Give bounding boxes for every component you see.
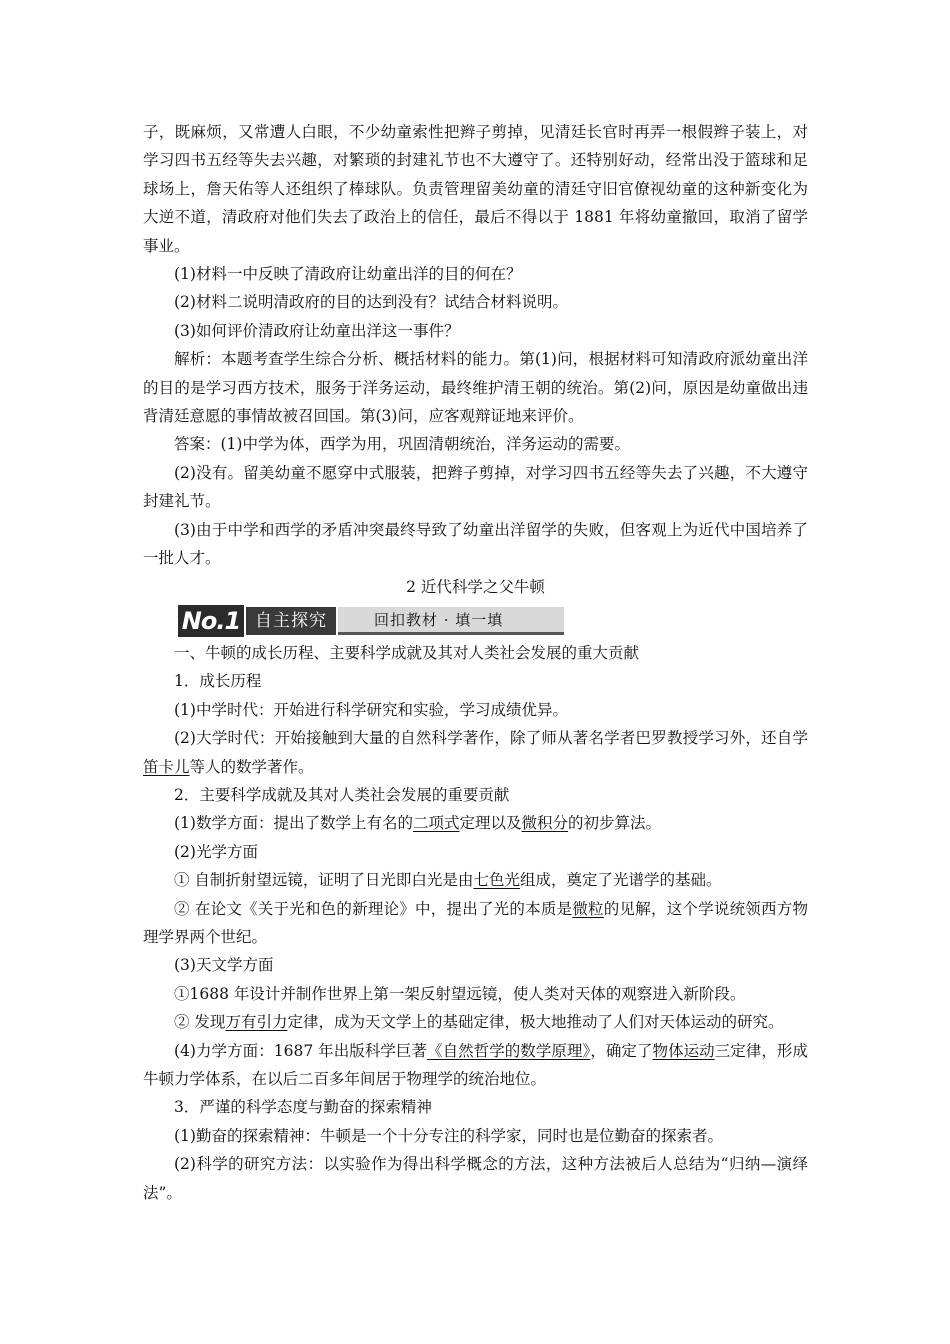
blank-answer: 微积分 [521, 814, 569, 833]
spirit-item-2: (2)科学的研究方法：以实验作为得出科学概念的方法，这种方法被后人总结为“归纳—演绎法”。 [143, 1155, 808, 1202]
blank-answer: 微粒 [572, 899, 604, 918]
growth-item-2 [143, 724, 808, 781]
document-page [143, 118, 808, 1207]
question-1: (1)材料一中反映了清政府让幼童出洋的目的何在？ [174, 265, 522, 284]
blank-answer: 万有引力 [225, 1013, 288, 1032]
text-run: 三定律，形成牛顿力学体系，在以后二百多年间居于物理学的统治地位。 [143, 1041, 808, 1088]
blank-answer: 七色光 [473, 871, 520, 890]
blank-answer: 二项式 [412, 814, 460, 833]
blank-answer: 笛卡儿 [143, 757, 190, 776]
text-run: (1)数学方面：提出了数学上有名的 [174, 814, 413, 833]
mechanics-item [143, 1037, 808, 1094]
banner-subtitle-bar [338, 607, 564, 635]
question-2: (2)材料二说明清政府的目的达到没有？试结合材料说明。 [174, 293, 568, 312]
optics-item-1 [143, 866, 808, 894]
heading-growth: 1．成长历程 [174, 672, 262, 691]
optics-heading: (2)光学方面 [174, 842, 258, 861]
text-run: ，确定了 [590, 1041, 653, 1060]
heading-1: 一、牛顿的成长历程、主要科学成就及其对人类社会发展的重大贡献 [174, 643, 640, 662]
text-run: (2)大学时代：开始接触到大量的自然科学著作，除了师从著名学者巴罗教授学习外，还自学 [174, 729, 808, 748]
banner-subtitle: 回扣教材 · 填一填 [374, 610, 504, 629]
answer-2: (2)没有。留美幼童不愿穿中式服装，把辫子剪掉，对学习四书五经等失去了兴趣，不大遵守封建礼节。 [143, 463, 808, 511]
heading-spirit: 3．严谨的科学态度与勤奋的探索精神 [174, 1098, 432, 1117]
text-run: ② 发现 [174, 1013, 226, 1032]
banner-number: No.1 [178, 605, 244, 637]
answer-3: (3)由于中学和西学的矛盾冲突最终导致了幼童出洋留学的失败，但客观上为近代中国培养了一批人才。 [143, 520, 808, 568]
optics-item-2 [143, 895, 808, 952]
text-run: 的初步算法。 [568, 814, 662, 833]
section-title: 2 近代科学之父牛顿 [406, 577, 545, 596]
section-banner [178, 605, 564, 637]
math-item [143, 809, 808, 837]
text-run: 定理以及 [459, 814, 522, 833]
banner-tag: 自主探究 [246, 607, 336, 635]
spirit-item-1: (1)勤奋的探索精神：牛顿是一个十分专注的科学家，同时也是位勤奋的探索者。 [174, 1126, 723, 1145]
answer-1: 答案：(1)中学为体，西学为用，巩固清朝统治，洋务运动的需要。 [174, 435, 630, 454]
text-run: 组成，奠定了光谱学的基础。 [519, 871, 722, 890]
text-run: (4)力学方面：1687 年出版科学巨著 [174, 1041, 428, 1060]
text-run: 定律，成为天文学上的基础定律，极大地推动了人们对天体运动的研究。 [287, 1013, 784, 1032]
astronomy-heading: (3)天文学方面 [174, 956, 274, 975]
blank-answer: 物体运动 [652, 1041, 715, 1060]
heading-achievements: 2．主要科学成就及其对人类社会发展的重要贡献 [174, 785, 510, 804]
analysis-paragraph: 解析：本题考查学生综合分析、概括材料的能力。第(1)问，根据材料可知清政府派幼童出洋的目的是学习西方技术，服务于洋务运动，最终维护清王朝的统治。第(2)问，原因是幼童做出违背清廷意愿的事情故被召回国。第(3)问，应客观辩证地来评价。 [143, 350, 808, 426]
growth-item-1: (1)中学时代：开始进行科学研究和实验，学习成绩优异。 [174, 700, 568, 719]
astronomy-item-1: ①1688 年设计并制作世界上第一架反射望远镜，使人类对天体的观察进入新阶段。 [174, 984, 746, 1003]
text-run: ① 自制折射望远镜，证明了日光即白光是由 [174, 871, 474, 890]
text-run: 等人的数学著作。 [189, 757, 314, 776]
text-run: 的见解，这个学说统领西方物理学界两个世纪。 [143, 899, 808, 946]
question-3: (3)如何评价清政府让幼童出洋这一事件？ [174, 321, 460, 340]
material-paragraph: 子，既麻烦，又常遭人白眼，不少幼童索性把辫子剪掉，见清廷长官时再弄一根假辫子装上，对学习四书五经等失去兴趣，对繁琐的封建礼节也不大遵守了。还特别好动，经常出没于篮球和足球场上，詹天佑等人还组织了棒球队。负责管理留美幼童的清廷守旧官僚视幼童的这种新变化为大逆不道，清政府对他们失去了政治上的信任，最后不得以于 1881 年将幼童撤回，取消了留学事业。 [143, 123, 808, 255]
blank-answer: 《自然哲学的数学原理》 [427, 1041, 591, 1060]
astronomy-item-2 [143, 1008, 808, 1036]
text-run: ② 在论文《关于光和色的新理论》中，提出了光的本质是 [174, 899, 573, 918]
